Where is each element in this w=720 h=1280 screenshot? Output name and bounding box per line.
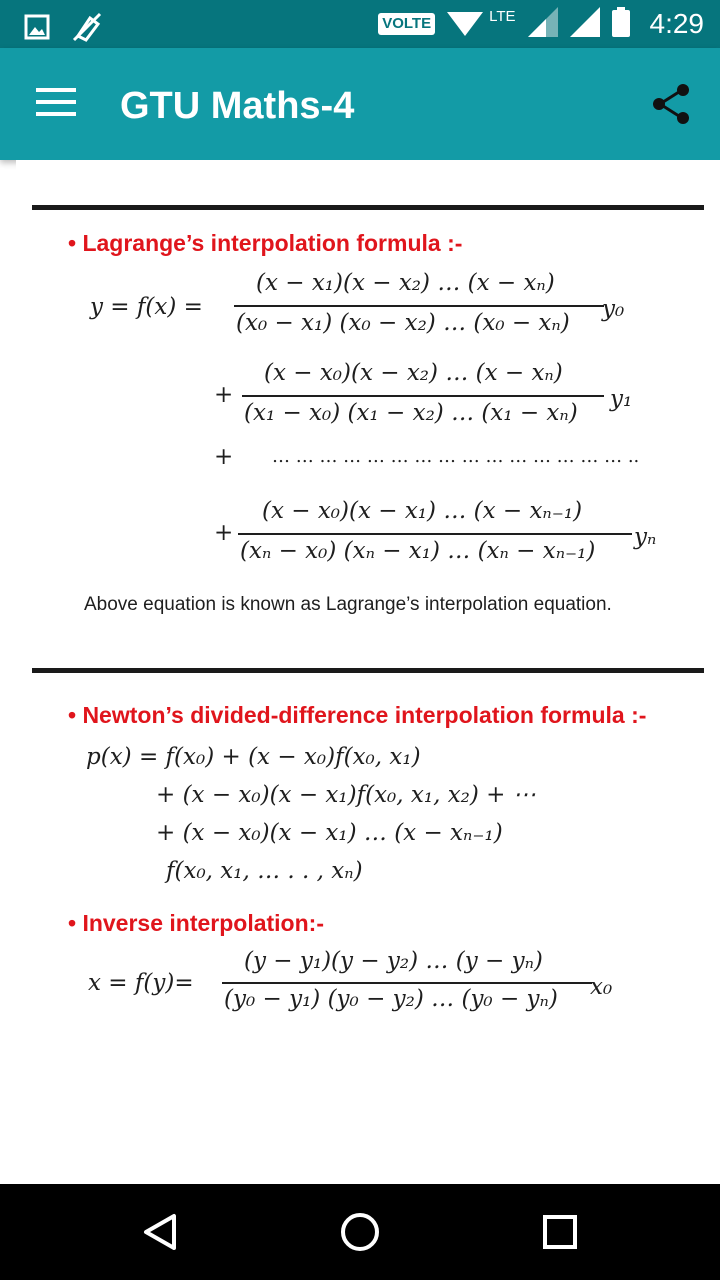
newton-line-1: p(x) = f(x₀) + (x − x₀)f(x₀, x₁) <box>86 744 421 770</box>
wifi-icon <box>447 8 483 41</box>
clock: 4:29 <box>649 8 704 39</box>
inverse-heading: • Inverse interpolation:- <box>68 910 324 936</box>
back-icon[interactable] <box>136 1208 184 1256</box>
inverse-denominator: (y₀ − y₁) (y₀ − y₂) … (y₀ − yₙ) <box>224 986 558 1012</box>
lagrange-caption: Above equation is known as Lagrange’s interpolation equation. <box>84 594 612 615</box>
formula-content <box>16 160 720 1016</box>
recents-icon[interactable] <box>536 1208 584 1256</box>
signal-icon <box>528 7 558 42</box>
plus-sign: + <box>214 444 234 470</box>
lagrange-t0-numerator: (x − x₁)(x − x₂) … (x − xₙ) <box>256 270 555 296</box>
volte-badge: VOLTE <box>378 13 435 35</box>
fraction-bar <box>222 982 592 984</box>
battery-icon <box>612 7 630 42</box>
hamburger-menu-icon[interactable] <box>36 88 76 120</box>
plus-sign: + <box>214 520 234 546</box>
fraction-bar <box>234 305 604 307</box>
fraction-bar <box>242 395 604 397</box>
inverse-x0: x₀ <box>590 974 613 1000</box>
signal-icon-2 <box>570 7 600 42</box>
lagrange-t0-y: y₀ <box>602 296 625 322</box>
home-icon[interactable] <box>336 1208 384 1256</box>
app-bar <box>0 48 720 160</box>
app-title: GTU Maths-4 <box>120 85 355 127</box>
gallery-icon <box>24 14 50 45</box>
network-type: LTE <box>489 7 516 25</box>
navigation-bar <box>0 1184 720 1280</box>
inverse-lhs: x = f(y)= <box>88 970 194 996</box>
plus-sign: + <box>214 382 234 408</box>
newton-line-3: + (x − x₀)(x − x₁) … (x − xₙ₋₁) <box>156 820 503 846</box>
newton-heading: • Newton’s divided-difference interpolation formula :- <box>68 702 647 728</box>
lagrange-t1-numerator: (x − x₀)(x − x₂) … (x − xₙ) <box>264 360 563 386</box>
lagrange-tn-numerator: (x − x₀)(x − x₁) … (x − xₙ₋₁) <box>262 498 583 524</box>
share-icon[interactable] <box>648 80 696 128</box>
inverse-numerator: (y − y₁)(y − y₂) … (y − yₙ) <box>244 948 543 974</box>
muted-notification-icon <box>70 10 104 49</box>
lagrange-t1-denominator: (x₁ − x₀) (x₁ − x₂) … (x₁ − xₙ) <box>244 400 578 426</box>
newton-line-2: + (x − x₀)(x − x₁)f(x₀, x₁, x₂) + ⋯ <box>156 782 536 808</box>
lagrange-t0-denominator: (x₀ − x₁) (x₀ − x₂) … (x₀ − xₙ) <box>236 310 570 336</box>
section-divider <box>32 205 704 210</box>
lagrange-tn-y: yₙ <box>634 524 657 550</box>
newton-line-4: f(x₀, x₁, … . . , xₙ) <box>166 858 363 884</box>
section-divider <box>32 668 704 673</box>
status-bar <box>0 0 720 48</box>
fraction-bar <box>238 533 632 535</box>
lagrange-heading: • Lagrange’s interpolation formula :- <box>68 230 463 256</box>
continuation-dots: … … … … … … … … … … … … … … … .. <box>272 446 640 467</box>
lagrange-lhs: y = f(x) = <box>90 294 203 320</box>
lagrange-t1-y: y₁ <box>610 386 633 412</box>
lagrange-tn-denominator: (xₙ − x₀) (xₙ − x₁) … (xₙ − xₙ₋₁) <box>240 538 596 564</box>
